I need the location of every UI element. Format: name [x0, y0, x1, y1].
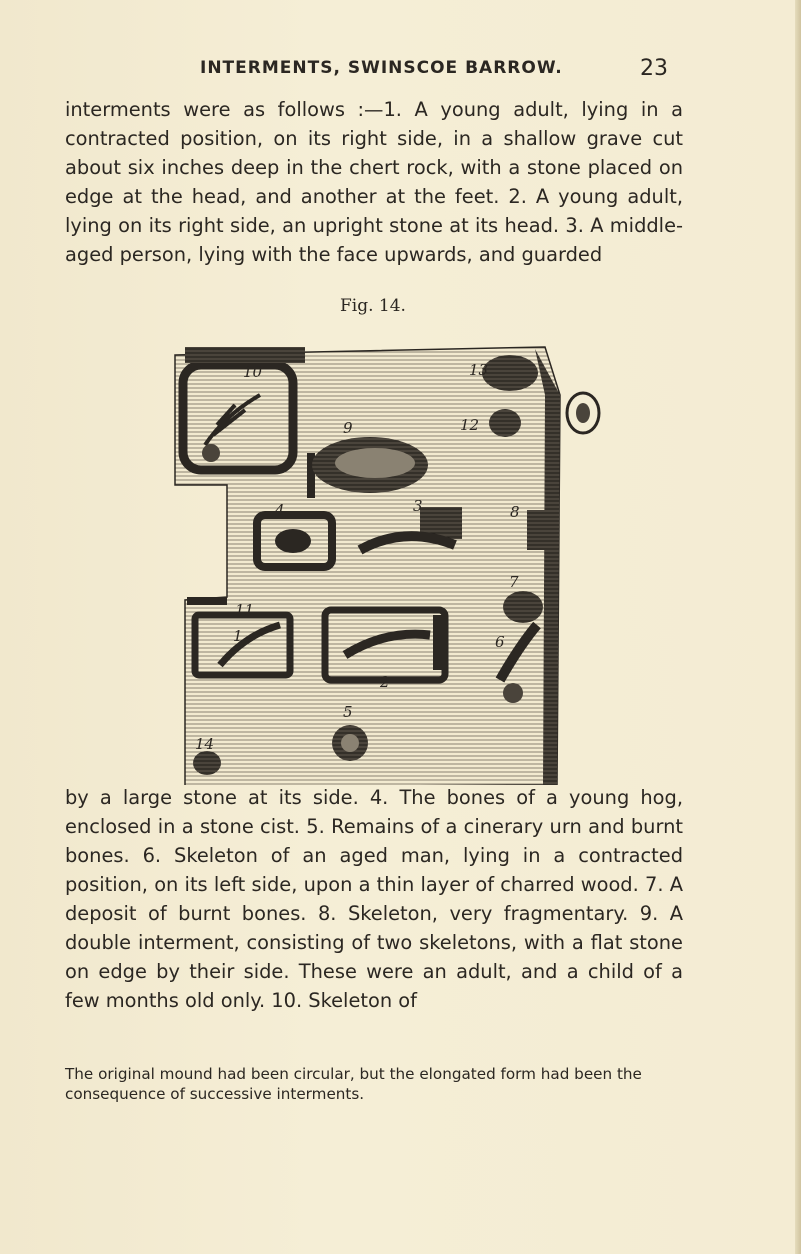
label-3: 3 [413, 497, 423, 515]
upright-stone-2 [433, 615, 443, 670]
deposit-7 [503, 591, 543, 623]
top-edge-stones [185, 347, 305, 363]
running-head: INTERMENTS, SWINSCOE BARROW. [200, 58, 563, 78]
label-12: 12 [460, 416, 480, 434]
label-1: 1 [233, 627, 243, 645]
skeleton-8 [527, 510, 547, 550]
barrow-plan-figure [165, 335, 615, 785]
figure-caption: Fig. 14. [340, 296, 406, 316]
label-4: 4 [275, 501, 285, 519]
skull-6 [503, 683, 523, 703]
label-10: 10 [243, 363, 263, 381]
paragraph-bottom: by a large stone at its side. 4. The bones of a young hog, enclosed in a stone cist. 5. Remains of a cinerary urn and burnt bones. 6. Skeleton of an aged man, lying in a contracted position, on its left side, upon a thin layer of charred wood. 7. A deposit of burnt bones. 8. Skeleton, very fragmentary. 9. A double interment, consisting of two skeletons, with a flat stone on edge by their side. These were an adult, and a child of a few months old only. 10. Skeleton of [65, 786, 683, 1012]
paragraph-top: interments were as follows :—1. A young adult, lying in a contracted position, on its right side, in a shallow grave cut about six inches deep in the chert rock, with a stone placed on edge at the head, and another at the feet. 2. A young adult, lying on its right side, an upright stone at its head. 3. A middle-aged person, lying with the face upwards, and guarded [65, 98, 683, 266]
edge-band-11 [187, 597, 227, 605]
page-number: 23 [640, 56, 668, 81]
label-6: 6 [495, 633, 505, 651]
label-8: 8 [510, 503, 520, 521]
page-edge [795, 0, 801, 1254]
label-11: 11 [235, 601, 255, 619]
label-14: 14 [195, 735, 215, 753]
label-2: 2 [380, 673, 390, 691]
stone-11 [193, 751, 221, 775]
label-7: 7 [509, 573, 519, 591]
stone-13 [482, 355, 538, 391]
label-5: 5 [343, 703, 353, 721]
footnote: The original mound had been circular, but the elongated form had been the consequence of successive interments. [65, 1065, 642, 1103]
label-9: 9 [343, 419, 353, 437]
stone-12 [489, 409, 521, 437]
label-13: 13 [469, 361, 489, 379]
skull-10 [202, 444, 220, 462]
